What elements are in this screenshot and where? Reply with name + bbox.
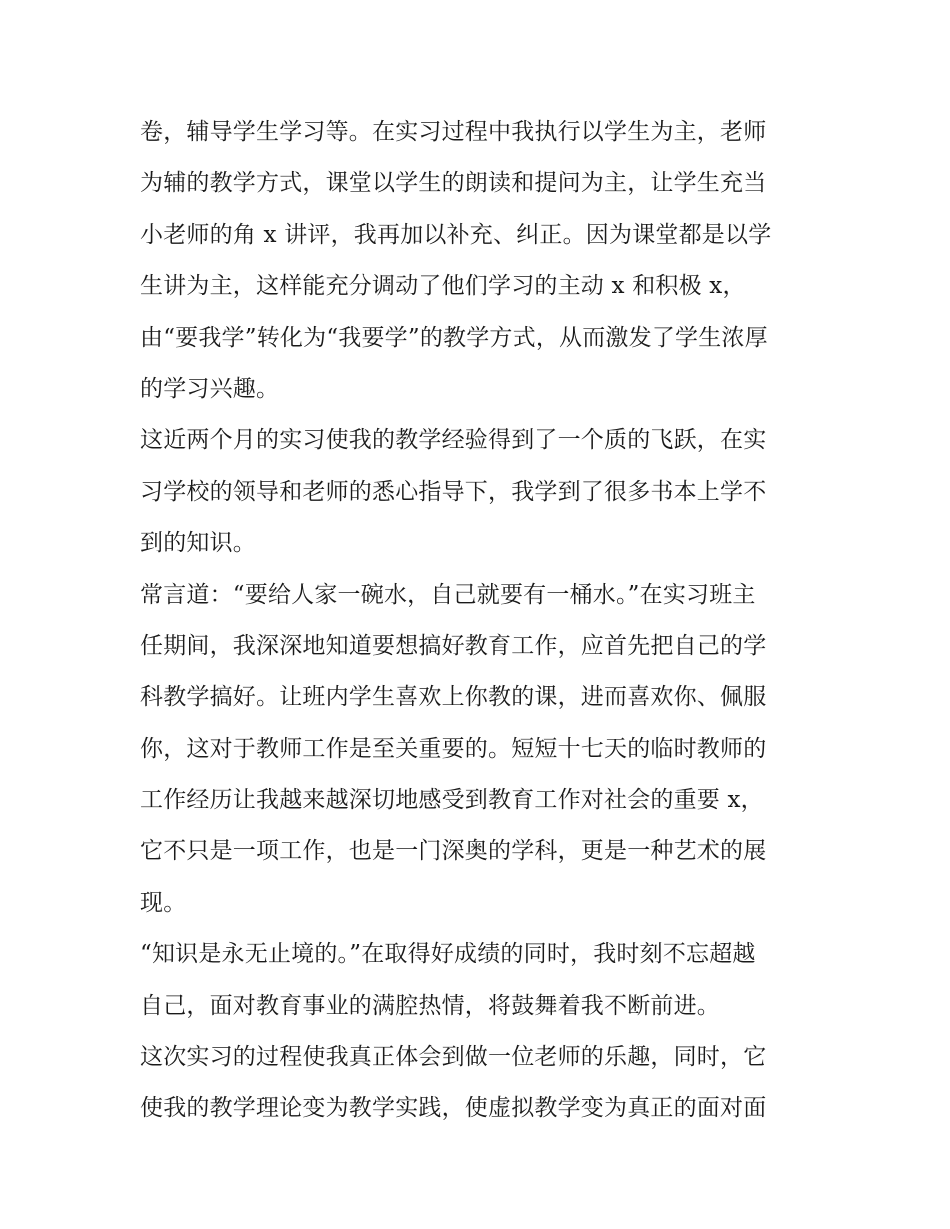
text-line: 由“要我学”转化为“我要学”的教学方式，从而激发了学生浓厚 [140,324,768,351]
text-line: 的学习兴趣。 [140,375,280,402]
paragraph-2 [140,415,820,569]
text-line: “知识是永无止境的。”在取得好成绩的同时，我时刻不忘超越 [140,941,756,968]
paragraph-3 [140,570,820,930]
document-body [140,107,820,1135]
text-line: 自己，面对教育事业的满腔热情，将鼓舞着我不断前进。 [140,992,720,1019]
text-line: 现。 [140,889,187,916]
text-line: 为辅的教学方式，课堂以学生的朗读和提问为主，让学生充当 [140,170,767,197]
text-line: 习学校的领导和老师的悉心指导下，我学到了很多书本上学不 [140,478,767,505]
text-line: 工作经历让我越来越深切地感受到教育工作对社会的重要 x， [140,787,764,814]
text-line: 卷，辅导学生学习等。在实习过程中我执行以学生为主，老师 [140,119,767,145]
paragraph-1 [140,107,820,415]
text-line: 这次实习的过程使我真正体会到做一位老师的乐趣，同时，它 [140,1044,767,1071]
text-line: 它不只是一项工作，也是一门深奥的学科，更是一种艺术的展 [140,838,767,865]
text-line: 科教学搞好。让班内学生喜欢上你教的课，进而喜欢你、佩服 [140,684,767,711]
text-line: 常言道：“要给人家一碗水，自己就要有一桶水。”在实习班主 [140,581,756,608]
text-line: 任期间，我深深地知道要想搞好教育工作，应首先把自己的学 [140,632,767,659]
paragraph-4 [140,929,820,1032]
text-line: 这近两个月的实习使我的教学经验得到了一个质的飞跃，在实 [140,427,767,454]
text-line: 生讲为主，这样能充分调动了他们学习的主动 x 和积极 x， [140,273,746,300]
text-line: 使我的教学理论变为教学实践，使虚拟教学变为真正的面对面 [140,1095,767,1122]
text-line: 小老师的角 x 讲评，我再加以补充、纠正。因为课堂都是以学 [140,221,772,248]
paragraph-5 [140,1032,820,1135]
text-line: 到的知识。 [140,530,256,557]
text-line: 你，这对于教师工作是至关重要的。短短十七天的临时教师的 [140,735,767,762]
